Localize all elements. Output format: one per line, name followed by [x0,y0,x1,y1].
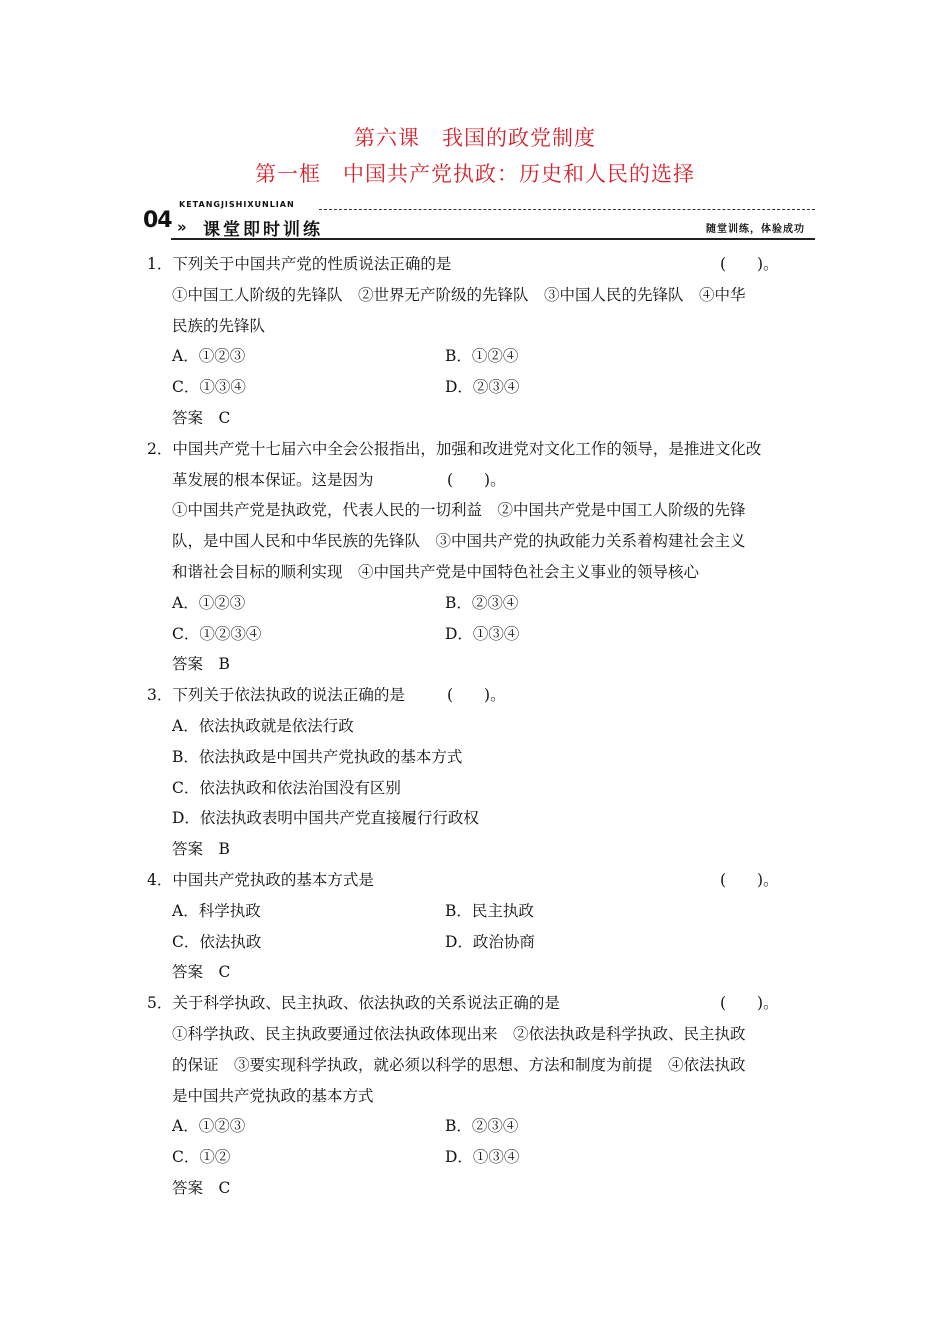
question-2-statements: ①中国共产党是执政党，代表人民的一切利益 ②中国共产党是中国工人阶级的先锋 [172,501,746,519]
question-4-option-a: A．科学执政 [172,902,261,920]
question-1-statements-cont: 民族的先锋队 [172,317,266,335]
question-3-option-d: D．依法执政表明中国共产党直接履行行政权 [172,809,479,827]
question-2-statements-cont2: 和谐社会目标的顺利实现 ④中国共产党是中国特色社会主义事业的领导核心 [172,563,700,581]
question-3-option-c: C．依法执政和依法治国没有区别 [172,779,401,797]
question-3-option-b: B．依法执政是中国共产党执政的基本方式 [172,748,463,766]
banner-pinyin: KETANGJISHIXUNLIAN [179,200,295,209]
question-4-option-c: C．依法执政 [172,933,262,951]
question-2-answer-blank: ( )。 [447,471,506,489]
section-title: 第一框 中国共产党执政：历史和人民的选择 [255,162,695,186]
section-number-badge: 04 [143,208,172,233]
section-banner [143,200,815,240]
question-3-option-a: A．依法执政就是依法行政 [172,717,354,735]
question-1-option-a: A．①②③ [172,347,246,365]
question-3-stem: 3．下列关于依法执政的说法正确的是 [147,686,405,704]
question-5-answer-blank: ( )。 [720,994,779,1012]
question-1-answer-blank: ( )。 [720,255,779,273]
question-2-option-b: B．②③④ [445,594,519,612]
lesson-title: 第六课 我国的政党制度 [354,126,596,150]
question-5-answer: 答案 C [172,1179,231,1197]
banner-slogan: 随堂训练，体验成功 [706,224,805,235]
question-2-answer: 答案 B [172,655,230,673]
question-3-answer-blank: ( )。 [447,686,506,704]
question-3-answer: 答案 B [172,840,230,858]
question-5-option-c: C．①② [172,1148,231,1166]
question-4-answer-blank: ( )。 [720,871,779,889]
question-2-option-c: C．①②③④ [172,625,262,643]
question-1-statements: ①中国工人阶级的先锋队 ②世界无产阶级的先锋队 ③中国人民的先锋队 ④中华 [172,286,746,304]
question-5-statements-cont2: 是中国共产党执政的基本方式 [172,1087,374,1105]
question-4-stem: 4．中国共产党执政的基本方式是 [147,871,374,889]
question-1-stem: 1．下列关于中国共产党的性质说法正确的是 [147,255,452,273]
question-2-option-d: D．①③④ [445,625,520,643]
question-2-stem: 2．中国共产党十七届六中全会公报指出，加强和改进党对文化工作的领导，是推进文化改 [147,440,762,458]
banner-title: 课堂即时训练 [203,220,323,240]
question-5-statements: ①科学执政、民主执政要通过依法执政体现出来 ②依法执政是科学执政、民主执政 [172,1025,746,1043]
question-2-stem-cont: 革发展的根本保证。这是因为 [172,471,374,489]
banner-divider [171,238,815,240]
question-5-option-a: A．①②③ [172,1117,246,1135]
question-4-answer: 答案 C [172,963,231,981]
question-5-option-b: B．②③④ [445,1117,519,1135]
question-1-option-d: D．②③④ [445,378,520,396]
question-5-statements-cont: 的保证 ③要实现科学执政，就必须以科学的思想、方法和制度为前提 ④依法执政 [172,1056,746,1074]
question-2-statements-cont: 队，是中国人民和中华民族的先锋队 ③中国共产党的执政能力关系着构建社会主义 [172,532,746,550]
question-2-option-a: A．①②③ [172,594,246,612]
question-1-option-c: C．①③④ [172,378,246,396]
question-4-option-b: B．民主执政 [445,902,534,920]
chevron-icon: » [177,218,187,236]
question-4-option-d: D．政治协商 [445,933,535,951]
question-5-stem: 5．关于科学执政、民主执政、依法执政的关系说法正确的是 [147,994,560,1012]
banner-dashed-divider [319,209,815,210]
question-1-option-b: B．①②④ [445,347,519,365]
question-5-option-d: D．①③④ [445,1148,520,1166]
question-1-answer: 答案 C [172,409,231,427]
